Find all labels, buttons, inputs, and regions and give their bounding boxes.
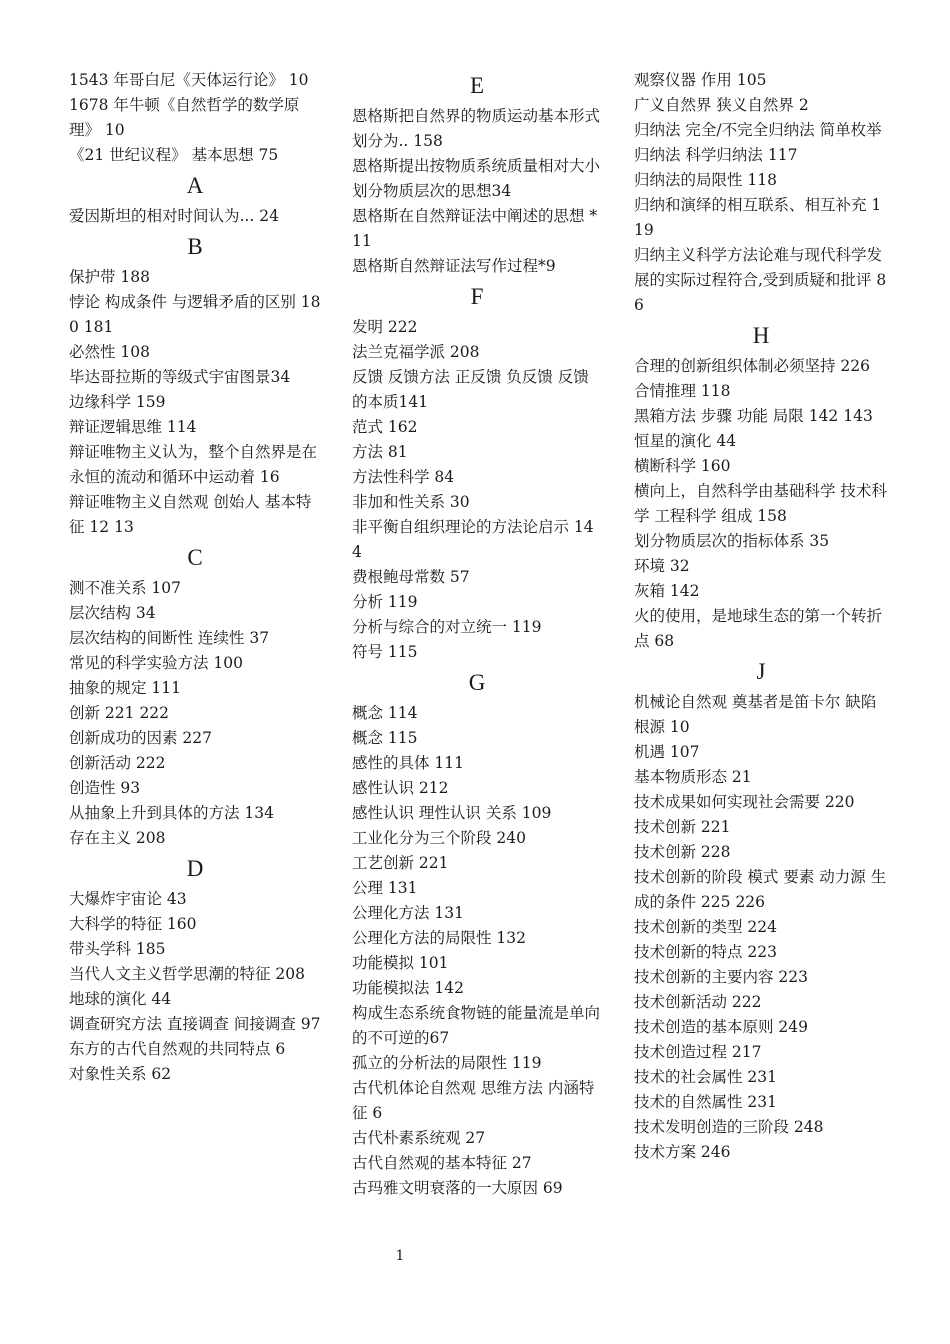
index-entry: 辩证唯物主义自然观 创始人 基本特征 12 13 [69,493,312,536]
index-entry: 常见的科学实验方法 100 [69,654,244,672]
index-entry: 技术创新的特点 223 [634,943,778,961]
index-entry: 毕达哥拉斯的等级式宇宙图景34 [69,368,291,386]
index-entry: 古代机体论自然观 思维方法 内涵特征 6 [352,1079,595,1122]
index-entry: 技术创造的基本原则 249 [634,1018,809,1036]
index-entry: 横向上，自然科学由基础科学 技术科学 工程科学 组成 158 [634,482,887,525]
index-entry: 归纳法 完全/不完全归纳法 简单枚举归纳法 科学归纳法 117 [634,121,882,164]
index-entry: 必然性 108 [69,343,151,361]
index-entry: 费根鲍母常数 57 [352,568,470,586]
index-entry: 调查研究方法 直接调查 间接调查 97 [69,1015,321,1033]
index-entry: 基本物质形态 21 [634,768,752,786]
index-entry: 方法 81 [352,443,408,461]
index-entry: 创新活动 222 [69,754,166,772]
index-entry: 恩格斯在自然辩证法中阐述的思想 *11 [352,207,598,250]
index-entry: 层次结构 34 [69,604,156,622]
index-entry: 大爆炸宇宙论 43 [69,890,187,908]
index-entry: 技术发明创造的三阶段 248 [634,1118,824,1136]
section-letter-heading: E [469,73,485,98]
section-letter-heading: G [468,670,486,695]
index-entry: 从抽象上升到具体的方法 134 [69,804,275,822]
index-entry: 横断科学 160 [634,457,731,475]
index-column-1 [69,68,321,1087]
index-entry: 技术成果如何实现社会需要 220 [634,793,855,811]
index-entry: 创新 221 222 [69,704,170,722]
index-entry: 悖论 构成条件 与逻辑矛盾的区别 180 181 [69,293,321,336]
index-entry: 归纳主义科学方法论难与现代科学发展的实际过程符合,受到质疑和批评 86 [634,246,887,314]
index-entry: 感性认识 理性认识 关系 109 [352,804,552,822]
index-entry: 技术的自然属性 231 [634,1093,778,1111]
index-entry: 地球的演化 44 [69,990,172,1008]
index-entry: 边缘科学 159 [69,393,166,411]
section-letter-heading: B [187,234,203,259]
index-entry: 方法性科学 84 [352,468,455,486]
index-entry: 公理化方法 131 [352,904,465,922]
index-entry: 技术创新活动 222 [634,993,762,1011]
index-entry: 爱因斯坦的相对时间认为... 24 [69,207,279,225]
index-entry: 技术创新的类型 224 [634,918,778,936]
index-entry: 范式 162 [352,418,418,436]
index-entry: 法兰克福学派 208 [352,343,480,361]
index-column-3 [634,68,888,1165]
index-entry: 公理 131 [352,879,418,897]
index-entry: 功能模拟法 142 [352,979,465,997]
index-entry: 1543 年哥白尼《天体运行论》 10 [69,71,309,89]
index-entry: 概念 115 [352,729,418,747]
index-entry: 黑箱方法 步骤 功能 局限 142 143 [634,407,873,425]
index-entry: 划分物质层次的指标体系 35 [634,532,830,550]
index-entry: 带头学科 185 [69,940,166,958]
index-entry: 工业化分为三个阶段 240 [352,829,527,847]
index-entry: 概念 114 [352,704,418,722]
section-letter-heading: C [187,545,203,570]
page-number: 1 [395,1248,405,1264]
index-entry: 火的使用，是地球生态的第一个转折点 68 [634,607,883,650]
index-entry: 广义自然界 狭义自然界 2 [634,96,809,114]
index-entry: 机遇 107 [634,743,700,761]
index-entry: 古代朴素系统观 27 [352,1129,486,1147]
index-entry: 恩格斯自然辩证法写作过程*9 [352,257,556,275]
index-entry: 恩格斯提出按物质系统质量相对大小划分物质层次的思想34 [352,157,601,200]
index-entry: 创新成功的因素 227 [69,729,213,747]
index-entry: 《21 世纪议程》 基本思想 75 [69,146,279,164]
section-letter-heading: A [186,173,204,198]
index-entry: 分析 119 [352,593,418,611]
index-entry: 大科学的特征 160 [69,915,197,933]
index-entry: 非加和性关系 30 [352,493,470,511]
index-entry: 对象性关系 62 [69,1065,172,1083]
index-entry: 技术创新的主要内容 223 [634,968,809,986]
index-entry: 发明 222 [352,318,418,336]
index-entry: 功能模拟 101 [352,954,449,972]
index-entry: 归纳法的局限性 118 [634,171,778,189]
index-entry: 反馈 反馈方法 正反馈 负反馈 反馈的本质141 [352,368,589,411]
index-entry: 技术的社会属性 231 [634,1068,778,1086]
index-entry: 构成生态系统食物链的能量流是单向的不可逆的67 [352,1004,601,1047]
index-entry: 测不准关系 107 [69,579,182,597]
index-entry: 机械论自然观 奠基者是笛卡尔 缺陷 根源 10 [634,693,877,736]
index-entry: 恒星的演化 44 [634,432,737,450]
index-entry: 环境 32 [634,557,690,575]
index-entry: 辩证唯物主义认为，整个自然界是在永恒的流动和循环中运动着 16 [69,443,318,486]
index-entry: 存在主义 208 [69,829,166,847]
index-entry: 非平衡自组织理论的方法论启示 144 [352,518,594,561]
index-entry: 1678 年牛顿《自然哲学的数学原理》 10 [69,96,300,139]
index-entry: 灰箱 142 [634,582,700,600]
section-letter-heading: F [470,284,484,309]
index-entry: 当代人文主义哲学思潮的特征 208 [69,965,306,983]
index-column-2 [352,68,602,1201]
index-entry: 感性认识 212 [352,779,449,797]
index-entry: 分析与综合的对立统一 119 [352,618,542,636]
index-entry: 工艺创新 221 [352,854,449,872]
index-entry: 保护带 188 [69,268,151,286]
index-entry: 技术创新 221 [634,818,731,836]
index-entry: 公理化方法的局限性 132 [352,929,527,947]
index-entry: 合理的创新组织体制必须坚持 226 [634,357,871,375]
index-entry: 创造性 93 [69,779,141,797]
index-entry: 技术方案 246 [634,1143,731,1161]
index-entry: 孤立的分析法的局限性 119 [352,1054,542,1072]
index-entry: 技术创新 228 [634,843,731,861]
index-entry: 辩证逻辑思维 114 [69,418,197,436]
index-entry: 技术创造过程 217 [634,1043,762,1061]
index-entry: 归纳和演绎的相互联系、相互补充 119 [634,196,882,239]
index-entry: 恩格斯把自然界的物质运动基本形式划分为.. 158 [352,107,601,150]
index-entry: 技术创新的阶段 模式 要素 动力源 生成的条件 225 226 [634,868,887,911]
index-entry: 观察仪器 作用 105 [634,71,767,89]
index-entry: 古代自然观的基本特征 27 [352,1154,532,1172]
section-letter-heading: D [186,856,204,881]
section-letter-heading: H [752,323,770,348]
index-entry: 古玛雅文明衰落的一大原因 69 [352,1179,563,1197]
index-entry: 合情推理 118 [634,382,731,400]
index-entry: 东方的古代自然观的共同特点 6 [69,1040,286,1058]
index-entry: 层次结构的间断性 连续性 37 [69,629,270,647]
index-entry: 抽象的规定 111 [69,679,182,697]
section-letter-heading: J [756,659,766,684]
index-entry: 感性的具体 111 [352,754,465,772]
index-entry: 符号 115 [352,643,418,661]
